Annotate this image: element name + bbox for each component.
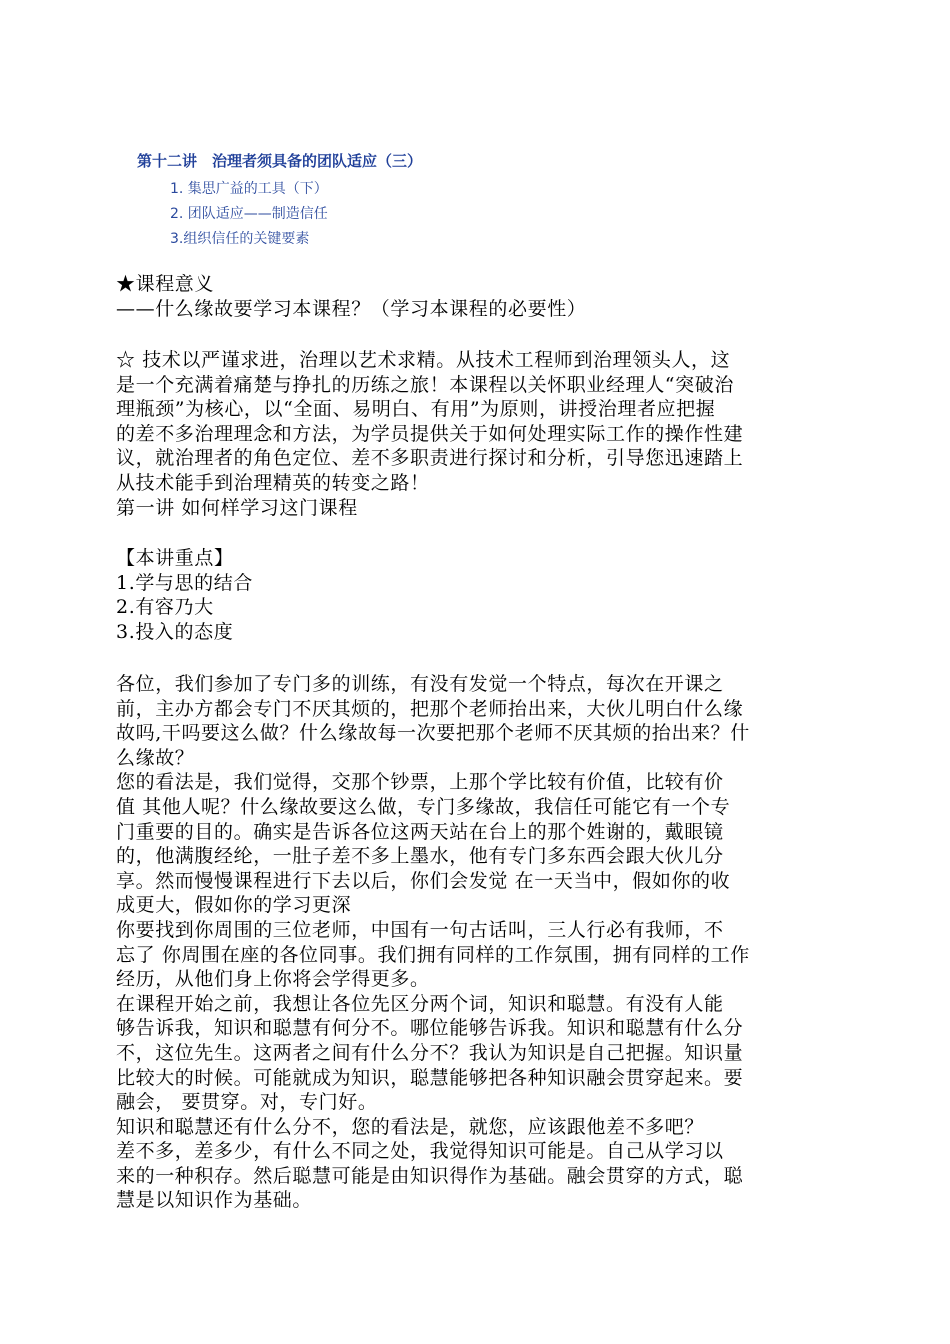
text-line: 前，主办方都会专门不厌其烦的，把那个老师抬出来，大伙儿明白什么缘 xyxy=(116,697,744,720)
text-line: 您的看法是，我们觉得，交那个钞票，上那个学比较有价值，比较有价 xyxy=(116,771,724,794)
text-line: 议，就治理者的角色定位、差不多职责进行探讨和分析，引导您迅速踏上 xyxy=(116,447,744,470)
text-line: 融会， 要贯穿。对，专门好。 xyxy=(116,1091,378,1114)
toc-title: 第十二讲 治理者须具备的团队适应（三） xyxy=(137,152,423,170)
text-line: 值 其他人呢？什么缘故要这么做，专门多缘故，我信任可能它有一个专 xyxy=(116,795,731,818)
text-line: 忘了 你周围在座的各位同事。我们拥有同样的工作氛围，拥有同样的工作 xyxy=(116,943,750,966)
text-line: 门重要的目的。确实是告诉各位这两天站在台上的那个姓谢的，戴眼镜 xyxy=(116,820,724,843)
text-line: 不，这位先生。这两者之间有什么分不？我认为知识是自己把握。知识量 xyxy=(116,1041,744,1064)
toc-item-2: 2. 团队适应——制造信任 xyxy=(170,206,328,222)
text-line: 故吗,干吗要这么做？什么缘故每一次要把那个老师不厌其烦的抬出来？什 xyxy=(116,722,750,745)
key-points-heading: 【本讲重点】 xyxy=(116,547,234,569)
lecture-body-text xyxy=(116,672,836,1213)
text-line: 来的一种积存。然后聪慧可能是由知识得作为基础。融会贯穿的方式，聪 xyxy=(116,1164,744,1187)
text-line: 理瓶颈”为核心，以“全面、易明白、有用”为原则，讲授治理者应把握 xyxy=(116,398,716,421)
text-line: 慧是以知识作为基础。 xyxy=(116,1189,313,1212)
text-line: 各位，我们参加了专门多的训练，有没有发觉一个特点，每次在开课之 xyxy=(116,673,724,695)
text-line: 你要找到你周围的三位老师，中国有一句古话叫，三人行必有我师，不 xyxy=(116,918,724,941)
text-line: 够告诉我，知识和聪慧有何分不。哪位能够告诉我。知识和聪慧有什么分 xyxy=(116,1017,744,1040)
toc-item-3: 3.组织信任的关键要素 xyxy=(170,231,310,247)
key-points-block xyxy=(116,546,836,644)
text-line: 么缘故？ xyxy=(116,746,195,769)
text-line: 差不多，差多少，有什么不同之处，我觉得知识可能是。自己从学习以 xyxy=(116,1140,724,1163)
course-significance-block xyxy=(116,272,836,321)
lecture-one-heading: 第一讲 如何样学习这门课程 xyxy=(116,496,358,519)
text-line: 享。然而慢慢课程进行下去以后，你们会发觉 在一天当中，假如你的收 xyxy=(116,869,731,892)
key-point-item: 3.投入的态度 xyxy=(116,620,234,643)
key-point-item: 2.有容乃大 xyxy=(116,596,214,619)
text-line: 的差不多治理理念和方法，为学员提供关于如何处理实际工作的操作性建 xyxy=(116,422,744,445)
heading-course-significance: ★课程意义 xyxy=(116,273,215,295)
text-line: 知识和聪慧还有什么分不，您的看法是，就您，应该跟他差不多吧？ xyxy=(116,1115,705,1138)
text-line: 经历，从他们身上你将会学得更多。 xyxy=(116,968,430,991)
key-point-item: 1.学与思的结合 xyxy=(116,571,253,594)
text-line: 的，他满腹经纶，一肚子差不多上墨水，他有专门多东西会跟大伙儿分 xyxy=(116,845,724,868)
text-line: 比较大的时候。可能就成为知识，聪慧能够把各种知识融会贯穿起来。要 xyxy=(116,1066,744,1089)
text-line: ☆ 技术以严谨求进，治理以艺术求精。从技术工程师到治理领头人，这 xyxy=(116,349,731,371)
intro-paragraph xyxy=(116,348,836,520)
subheading-why-learn: ——什么缘故要学习本课程？（学习本课程的必要性） xyxy=(116,297,587,320)
text-line: 是一个充满着痛楚与挣扎的历练之旅！本课程以关怀职业经理人“突破治 xyxy=(116,373,734,396)
text-line: 在课程开始之前，我想让各位先区分两个词，知识和聪慧。有没有人能 xyxy=(116,992,724,1015)
text-line: 从技术能手到治理精英的转变之路！ xyxy=(116,471,430,494)
text-line: 成更大，假如你的学习更深 xyxy=(116,894,352,917)
toc-item-1: 1. 集思广益的工具（下） xyxy=(170,181,328,197)
